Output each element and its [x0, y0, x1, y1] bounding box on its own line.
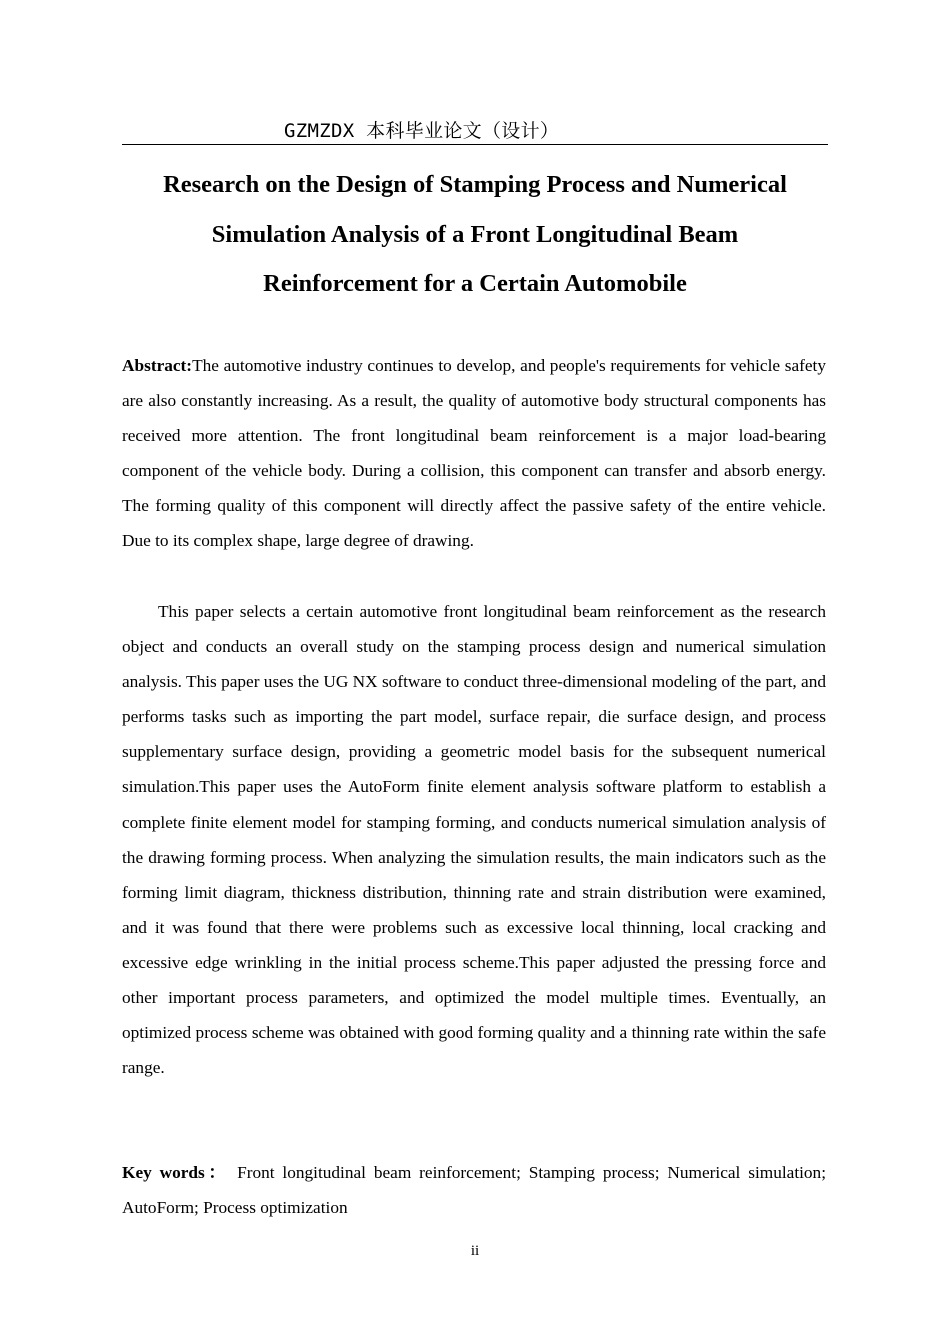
page-header	[122, 116, 828, 145]
abstract-text: The automotive industry continues to develop, and people's requirements for vehicle safety are also constantly increasing. As a result, the quality of automotive body structural components has received more attention. The front longitudinal beam reinforcement is a major load-bearing component of the vehicle body. During a collision, this component can transfer and absorb energy. The forming quality of this component will directly affect the passive safety of the entire vehicle. Due to its complex shape, large degree of drawing.	[122, 356, 826, 551]
paper-title	[122, 160, 828, 309]
abstract-label: Abstract:	[122, 356, 193, 375]
keywords-paragraph	[122, 1155, 826, 1225]
page-number: ii	[470, 1243, 480, 1259]
abstract-paragraph-2: This paper selects a certain automotive front longitudinal beam reinforcement as the research object and conducts an overall study on the stamping process design and numerical simulation analysis. This paper uses the UG NX software to conduct three-dimensional modeling of the part, and performs tasks such as importing the part model, surface repair, die surface design, and process supplementary surface design, providing a geometric model basis for the subsequent numerical simulation.This paper uses the AutoForm finite element analysis software platform to establish a complete finite element model for stamping forming, and conducts numerical simulation analysis of the drawing forming process. When analyzing the simulation results, the main indicators such as the forming limit diagram, thickness distribution, thinning rate and strain distribution were examined, and it was found that there were problems such as excessive local thinning, local cracking and excessive edge wrinkling in the initial process scheme.This paper adjusted the pressing force and other important process parameters, and optimized the model multiple times. Eventually, an optimized process scheme was obtained with good forming quality and a thinning rate within the safe range.	[122, 602, 826, 1078]
title-line-1: Research on the Design of Stamping Process and Numerical	[163, 171, 787, 198]
abstract-paragraph	[122, 348, 826, 559]
keywords-text: Front longitudinal beam reinforcement; Stamping process; Numerical simulation; AutoForm; Process optimization	[122, 1163, 826, 1218]
keywords-label: Key words：	[122, 1163, 230, 1182]
title-line-2: Simulation Analysis of a Front Longitudinal Beam	[211, 220, 739, 248]
title-line-3: Reinforcement for a Certain Automobile	[263, 270, 687, 297]
header-text: GZMZDX 本科毕业论文（设计）	[284, 120, 560, 142]
